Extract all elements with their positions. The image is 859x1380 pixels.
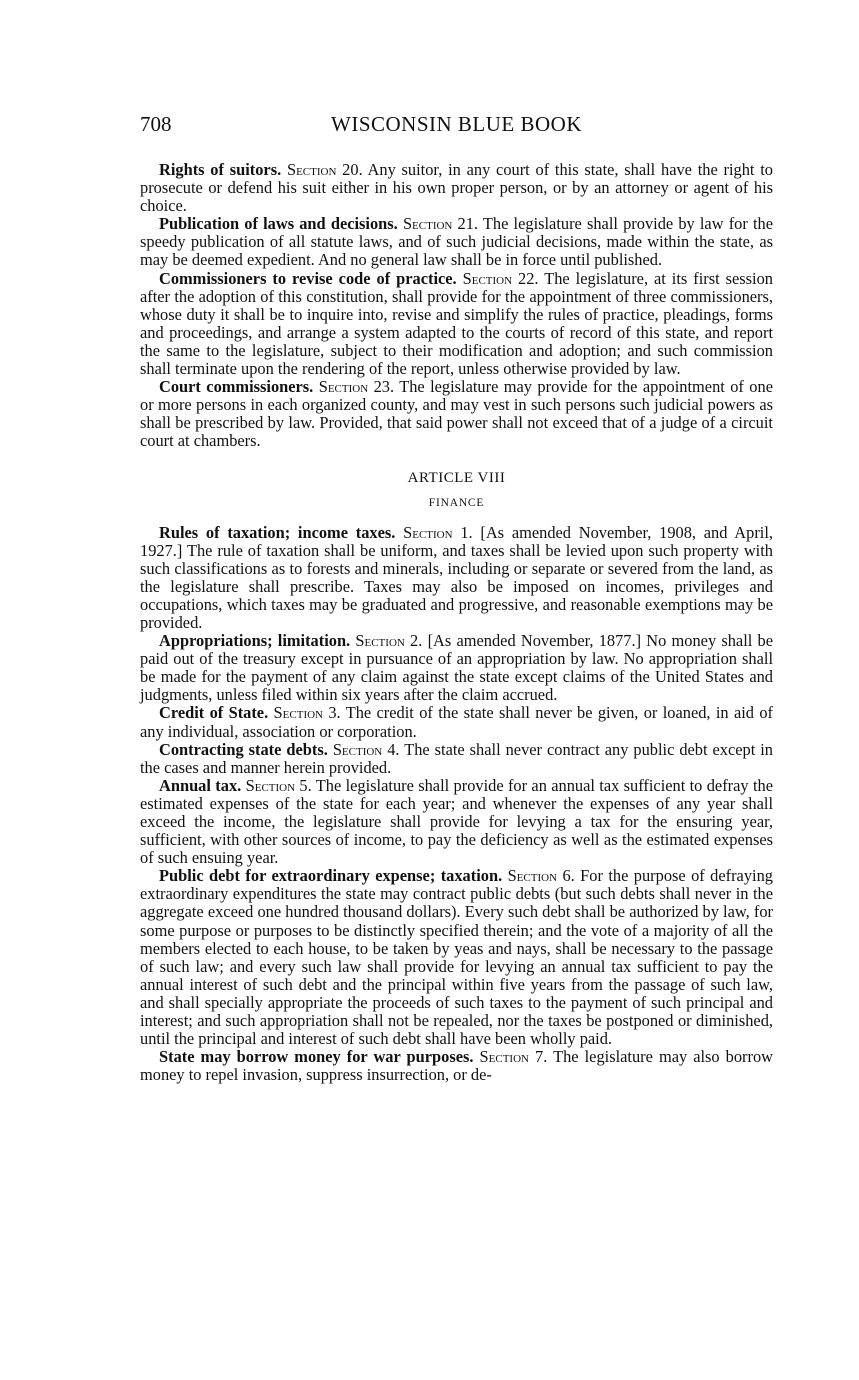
section-number: Section 23.	[318, 377, 395, 397]
section-number: Section 2.	[355, 631, 423, 651]
running-head: WISCONSIN BLUE BOOK	[331, 112, 582, 136]
section-heading: Annual tax.	[159, 775, 242, 795]
section-paragraph	[140, 741, 773, 777]
section-number: Section 5.	[245, 775, 312, 795]
section-heading: Public debt for extraordinary expense; taxation.	[159, 866, 503, 886]
section-number: Section 21.	[402, 214, 479, 234]
section-paragraph	[140, 1048, 773, 1084]
page-number: 708	[140, 112, 172, 136]
section-text: The legislature shall provide by law for the speedy publication of all statute laws, and of such judicial decisions, made within the state, as may be deemed expedient. And no general law shall be in force until published.	[140, 214, 773, 270]
section-paragraph	[140, 777, 773, 867]
section-text: The legislature may provide for the appointment of one or more persons in each organized county, and may vest in such persons such judicial powers as shall be prescribed by law. Provided, that said power shall not exceed that of a judge of a circuit court at chambers.	[140, 377, 773, 451]
section-text: [As amended November, 1908, and April, 1927.] The rule of taxation shall be uniform, and taxes shall be levied upon such property with such classifications as to forests and minerals, including or separate or severed from the land, as the legislature shall prescribe. Taxes may also be imposed on incomes, privileges and occupations, which taxes may be graduated and progressive, and reasonable exemptions may be provided.	[140, 522, 773, 632]
section-number: Section 22.	[462, 268, 539, 288]
section-paragraph	[140, 215, 773, 269]
article-title: ARTICLE VIII	[407, 469, 506, 486]
section-heading: Publication of laws and decisions.	[159, 214, 398, 234]
section-heading: Rights of suitors.	[159, 160, 282, 179]
article-subtitle: FINANCE	[428, 496, 485, 509]
section-text: The legislature, at its first session after the adoption of this constitution, shall provide for the appointment of three commissioners, whose duty it shall be to inquire into, revise and simplify the rules of practice, pleadings, forms and proceedings, and arrange a system adapted to the courts of record of this state, and report the same to the legislature, subject to their modification and adoption; and such commission shall terminate upon the rendering of the report, unless otherwise provided by law.	[140, 268, 773, 379]
section-text: The credit of the state shall never be given, or loaned, in aid of any individual, association or corporation.	[140, 703, 773, 741]
section-heading: Credit of State.	[159, 703, 269, 723]
section-paragraph	[140, 378, 773, 450]
section-number: Section 20.	[286, 160, 363, 179]
section-heading: Commissioners to revise code of practice.	[159, 268, 457, 288]
section-text: The legislature shall provide for an annual tax sufficient to defray the estimated expenses of the state for each year; and whenever the expenses of any year shall exceed the income, the legislature shall provide for levying a tax for the ensuring year, sufficient, with other sources of income, to pay the deficiency as well as the estimated expenses of such ensuing year.	[140, 775, 773, 868]
document-body	[140, 161, 773, 1084]
section-number: Section 1.	[403, 522, 473, 542]
section-number: Section 6.	[507, 866, 575, 886]
section-number: Section 7.	[479, 1047, 548, 1067]
section-heading: Court commissioners.	[159, 377, 314, 397]
section-text: [As amended November, 1877.] No money shall be paid out of the treasury except in pursuance of an appropriation by law. No appropriation shall be made for the payment of any claim against the state except claims of the United States and judgments, unless filed within six years after the claim accrued.	[140, 631, 774, 705]
section-paragraph	[140, 867, 773, 1048]
section-paragraph	[140, 161, 773, 215]
section-paragraph	[140, 704, 773, 740]
section-text: The legislature may also borrow money to repel invasion, suppress insurrection, or de-	[140, 1047, 773, 1085]
section-paragraph	[140, 632, 773, 704]
section-text: The state shall never contract any public debt except in the cases and manner herein provided.	[140, 739, 773, 777]
section-paragraph	[140, 524, 773, 633]
page-header	[140, 112, 773, 138]
section-heading: Appropriations; limitation.	[159, 631, 351, 651]
section-paragraph	[140, 270, 773, 379]
section-text: For the purpose of defraying extraordinary expenditures the state may contract public debts (but such debts shall never in the aggregate exceed one hundred thousand dollars). Every such debt shall be authorized by law, for some purpose or purposes to be distinctly specified therein; and the vote of a majority of all the members elected to each house, to be taken by yeas and nays, shall be necessary to the passage of such law; and every such law shall provide for levying an annual tax sufficient to pay the annual interest of such debt and the principal within five years from the passage of such law, and shall specially appropriate the proceeds of such taxes to the payment of such principal and interest; and such appropriation shall not be repealed, nor the taxes be postponed or diminished, until the principal and interest of such debt shall have been wholly paid.	[140, 866, 773, 1049]
section-heading: Contracting state debts.	[159, 739, 328, 759]
section-heading: Rules of taxation; income taxes.	[159, 522, 396, 542]
section-heading: State may borrow money for war purposes.	[159, 1047, 474, 1067]
section-number: Section 4.	[332, 739, 400, 759]
section-text: Any suitor, in any court of this state, shall have the right to prosecute or defend his suit either in his own proper person, or by an attorney or agent of his choice.	[140, 160, 773, 216]
section-number: Section 3.	[273, 703, 341, 723]
